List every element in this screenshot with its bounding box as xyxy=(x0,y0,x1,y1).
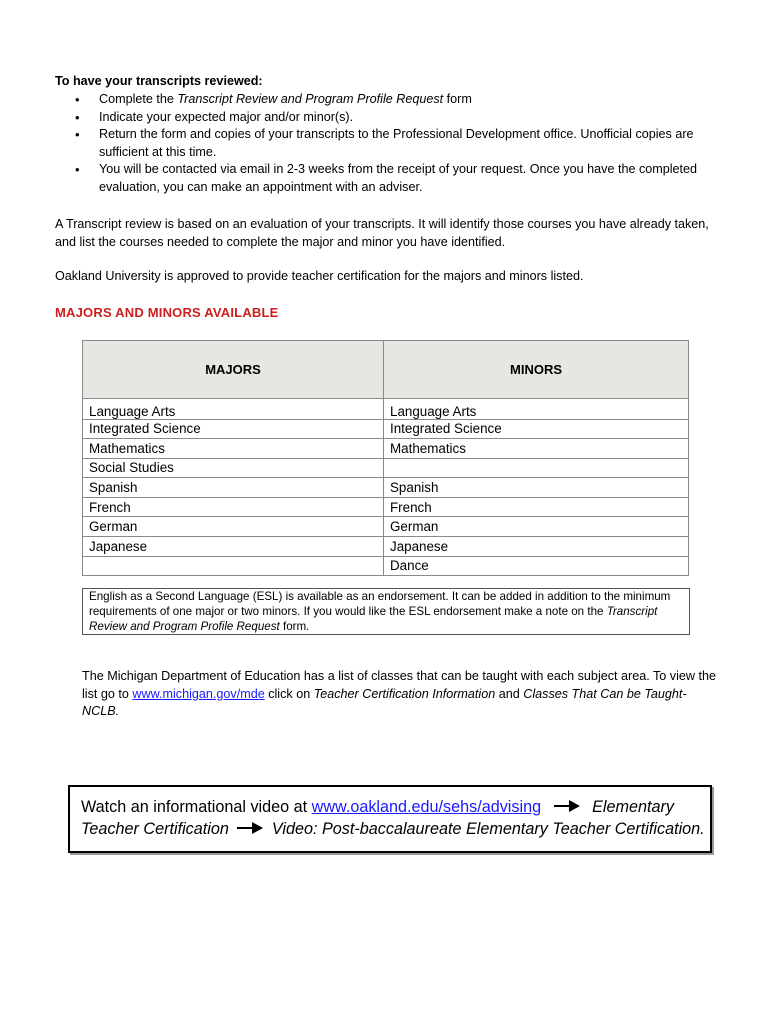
table-row xyxy=(83,399,689,420)
esl-note-end: form. xyxy=(279,619,310,633)
table-row xyxy=(83,478,689,498)
michigan-paragraph: The Michigan Department of Education has a list of classes that can be taught with each subject area. To view the list go to www.michigan.gov/mde click on Teacher Certification Information and Classes That Can be Taught-NCLB. xyxy=(82,669,717,718)
video-info-box xyxy=(68,785,712,853)
major-cell: Social Studies xyxy=(83,458,384,478)
table-row xyxy=(83,419,689,439)
major-cell: Mathematics xyxy=(83,439,384,459)
minor-cell: French xyxy=(384,497,689,517)
esl-note-form-name: Transcript Review and Program Profile Request xyxy=(89,604,658,633)
list-item: • Return the form and copies of your transcripts to the Professional Development office. Unofficial copies are sufficient at this time. xyxy=(72,126,722,161)
major-cell: Japanese xyxy=(83,537,384,557)
table-row xyxy=(83,537,689,557)
video-info-line-2: Teacher Certification Video: Post-baccalaureate Elementary Teacher Certification. xyxy=(81,818,705,841)
major-cell: Language Arts xyxy=(83,399,384,420)
minor-cell: Language Arts xyxy=(384,399,689,420)
minor-cell xyxy=(384,458,689,478)
major-cell: French xyxy=(83,497,384,517)
minors-header: MINORS xyxy=(384,341,689,399)
arrow-right-icon xyxy=(237,818,263,841)
esl-note-text: English as a Second Language (ESL) is available as an endorsement. It can be added in addition to the minimum requirements of one major or two minors. If you would like the ESL endorsement make a note on the xyxy=(89,590,671,618)
minor-cell: Mathematics xyxy=(384,439,689,459)
majors-minors-heading: MAJORS AND MINORS AVAILABLE xyxy=(55,305,279,320)
list-item: • You will be contacted via email in 2-3 weeks from the receipt of your request. Once you have the completed evaluation, you can make an appointment with an adviser. xyxy=(72,161,722,196)
list-item: • Indicate your expected major and/or minor(s). xyxy=(72,109,722,127)
esl-note-box xyxy=(82,588,690,635)
arrow-right-icon xyxy=(554,796,580,819)
minor-cell: Integrated Science xyxy=(384,419,689,439)
table-row xyxy=(83,439,689,459)
approval-paragraph: Oakland University is approved to provide teacher certification for the majors and minors listed. xyxy=(55,269,584,283)
list-item: • Complete the Transcript Review and Program Profile Request form xyxy=(72,91,722,109)
michigan-mde-link[interactable]: www.michigan.gov/mde xyxy=(132,686,265,701)
transcript-review-paragraph: A Transcript review is based on an evaluation of your transcripts. It will identify those courses you have already taken, and list the courses needed to complete the major and minor you have identified. xyxy=(55,217,709,249)
table-row xyxy=(83,497,689,517)
table-row xyxy=(83,458,689,478)
table-row xyxy=(83,517,689,537)
instructions-list xyxy=(72,91,722,196)
major-cell xyxy=(83,556,384,576)
instructions-heading: To have your transcripts reviewed: xyxy=(55,74,263,88)
table-header-row xyxy=(83,341,689,399)
video-info-line-1: Watch an informational video at www.oakland.edu/sehs/advising Elementary xyxy=(81,796,674,819)
majors-minors-table xyxy=(82,340,689,576)
minor-cell: Spanish xyxy=(384,478,689,498)
minor-cell: Dance xyxy=(384,556,689,576)
major-cell: Spanish xyxy=(83,478,384,498)
oakland-advising-link[interactable]: www.oakland.edu/sehs/advising xyxy=(311,798,542,816)
table-row xyxy=(83,556,689,576)
minor-cell: German xyxy=(384,517,689,537)
majors-header: MAJORS xyxy=(83,341,384,399)
major-cell: German xyxy=(83,517,384,537)
major-cell: Integrated Science xyxy=(83,419,384,439)
minor-cell: Japanese xyxy=(384,537,689,557)
